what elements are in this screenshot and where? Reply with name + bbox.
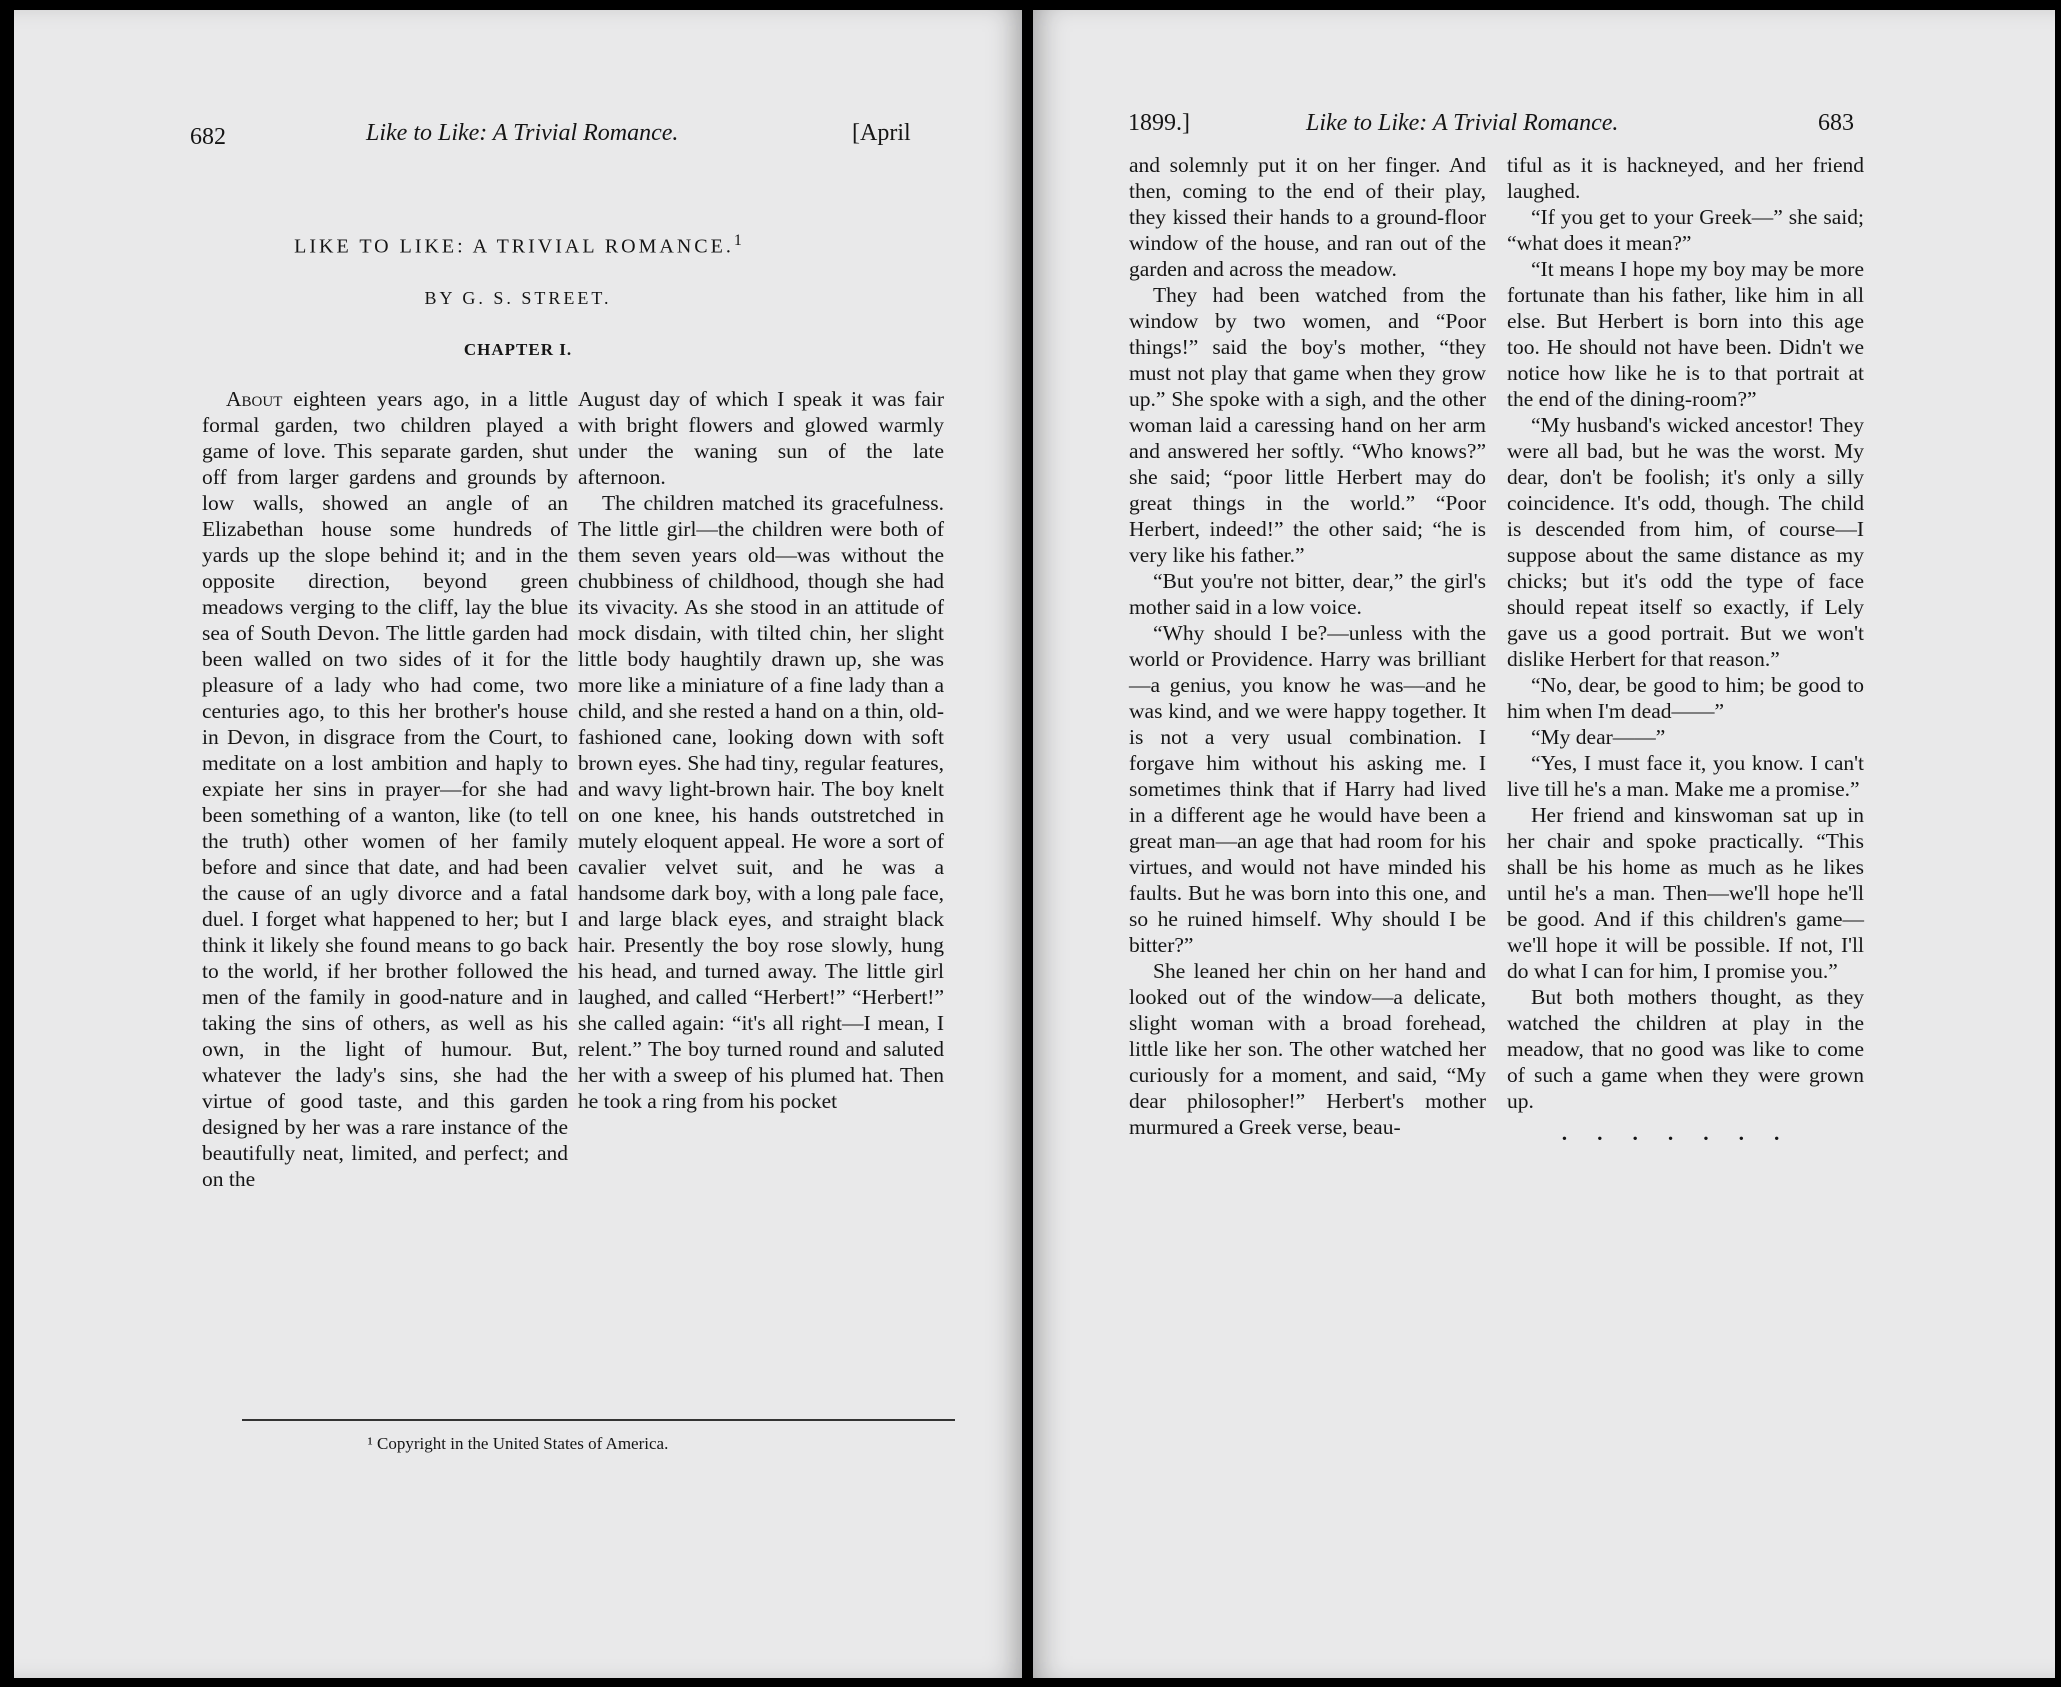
left-column-1 — [202, 386, 568, 1192]
paragraph: tiful as it is hackneyed, and her friend laughed. — [1507, 153, 1864, 203]
paragraph: “It means I hope my boy may be more fortunate than his father, like him in all else. But Herbert is born into this age too. He should not have been. Didn't we notice how like he is to that portrait at the end of the dining-room?” — [1507, 257, 1864, 411]
paragraph: August day of which I speak it was fair with bright flowers and glowed warmly under the waning sun of the late afternoon. — [578, 387, 944, 489]
paragraph: “My dear——” — [1531, 725, 1666, 749]
paragraph: “But you're not bitter, dear,” the girl's mother said in a low voice. — [1129, 569, 1486, 619]
page-number: 682 — [190, 124, 226, 150]
left-page — [14, 10, 1022, 1678]
paragraph: The children matched its gracefulness. The little girl—the children were both of them seven years old—was without the chubbiness of childhood, though she had its vivacity. As she stood in an attitude of mock disdain, with tilted chin, her slight little body haughtily drawn up, she was more like a miniature of a fine lady than a child, and she rested a hand on a thin, old-fashioned cane, looking down with soft brown eyes. She had tiny, regular features, and wavy light-brown hair. The boy knelt on one knee, his hands outstretched in mutely eloquent appeal. He wore a sort of cavalier velvet suit, and he was a handsome dark boy, with a long pale face, and large black eyes, and straight black hair. Presently the boy rose slowly, hung his head, and turned away. The little girl laughed, and called “Herbert!” “Herbert!” she called again: “it's all right—I mean, I relent.” The boy turned round and saluted her with a sweep of his plumed hat. Then he took a ring from his pocket — [578, 491, 944, 1113]
footnote-rule — [242, 1419, 955, 1421]
paragraph: “If you get to your Greek—” she said; “what does it mean?” — [1507, 205, 1864, 255]
footnote-marker: 1 — [733, 232, 742, 249]
left-column-2 — [578, 386, 944, 1114]
running-section: 1899.] — [1128, 110, 1190, 136]
right-page — [1033, 10, 2055, 1678]
chapter-heading: CHAPTER I. — [463, 340, 573, 359]
running-title: Like to Like: A Trivial Romance. — [1306, 110, 1619, 136]
section-break-dots: ....... — [1561, 1121, 1810, 1145]
paragraph: and solemnly put it on her finger. And then, coming to the end of their play, they kissed their hands to a ground-floor window of the house, and ran out of the garden and across the meadow. — [1129, 153, 1486, 281]
paragraph-text: eighteen years ago, in a little formal garden, two children played a game of love. This separate garden, shut off from larger gardens and grounds by low walls, showed an angle of an Elizabethan house some hundreds of yards up the slope behind it; and in the opposite direction, beyond green meadows verging to the cliff, lay the blue sea of South Devon. The little garden had been walled on two sides of it for the pleasure of a lady who had come, two centuries ago, to this her brother's house in Devon, in disgrace from the Court, to meditate on a lost ambition and haply to expiate her sins in prayer—for she had been something of a wanton, like (to tell the truth) other women of her family before and since that date, and had been the cause of an ugly divorce and a fatal duel. I forget what happened to her; but I think it likely she found means to go back to the world, if her brother followed the men of the family in good-nature and in taking the sins of others, as well as his own, in the light of humour. But, whatever the lady's sins, she had the virtue of good taste, and this garden designed by her was a rare instance of the beautifully neat, limited, and perfect; and on the — [202, 387, 568, 1191]
paragraph: Her friend and kinswoman sat up in her chair and spoke practically. “This shall be his home as much as he likes until he's a man. Then—we'll hope he'll be good. And if this children's game—we'll hope it will be possible. If not, I'll do what I can for him, I promise you.” — [1507, 803, 1864, 983]
paragraph: “Why should I be?—unless with the world or Providence. Harry was brilliant—a genius, you know he was—and he was kind, and we were happy together. It is not a very usual combination. I forgave him without his asking me. I sometimes think that if Harry had lived in a different age he would have been a great man—an age that had room for his virtues, and would not have minded his faults. But he was born into this one, and so he ruined himself. Why should I be bitter?” — [1129, 621, 1486, 957]
paragraph: “Yes, I must face it, you know. I can't live till he's a man. Make me a promise.” — [1507, 751, 1864, 801]
byline: BY G. S. STREET. — [424, 288, 612, 308]
paragraph: “My husband's wicked ancestor! They were all bad, but he was the worst. My dear, don't be foolish; it's only a silly coincidence. It's odd, though. The child is descended from him, of course—I suppose about the same distance as my chicks; but it's odd the type of face should repeat itself so exactly, if Lely gave us a good portrait. But we won't dislike Herbert for that reason.” — [1507, 413, 1864, 671]
running-section: [April — [852, 120, 911, 146]
running-title: Like to Like: A Trivial Romance. — [366, 120, 679, 146]
article-title — [14, 232, 1022, 259]
footnote: ¹ Copyright in the United States of America. — [367, 1434, 669, 1453]
dropcap-word: About — [226, 387, 283, 411]
paragraph: They had been watched from the window by two women, and “Poor things!” said the boy's mother, “they must not play that game when they grow up.” She spoke with a sigh, and the other woman laid a caressing hand on her arm and answered her softly. “Who knows?” she said; “poor little Herbert may do great things in the world.” “Poor Herbert, indeed!” the other said; “he is very like his father.” — [1129, 283, 1486, 567]
paragraph — [202, 386, 568, 1192]
right-column-1 — [1129, 152, 1486, 1140]
paragraph: “No, dear, be good to him; be good to him when I'm dead——” — [1507, 673, 1864, 723]
paragraph: She leaned her chin on her hand and looked out of the window—a delicate, slight woman with a broad forehead, little like her son. The other watched her curiously for a moment, and said, “My dear philosopher!” Herbert's mother murmured a Greek verse, beau- — [1129, 959, 1486, 1139]
paragraph: But both mothers thought, as they watched the children at play in the meadow, that no good was like to come of such a game when they were grown up. — [1507, 985, 1864, 1113]
page-number: 683 — [1818, 110, 1854, 136]
right-column-2 — [1507, 152, 1864, 1146]
book-gutter — [1022, 0, 1033, 1687]
article-title-text: LIKE TO LIKE: A TRIVIAL ROMANCE. — [294, 235, 734, 258]
